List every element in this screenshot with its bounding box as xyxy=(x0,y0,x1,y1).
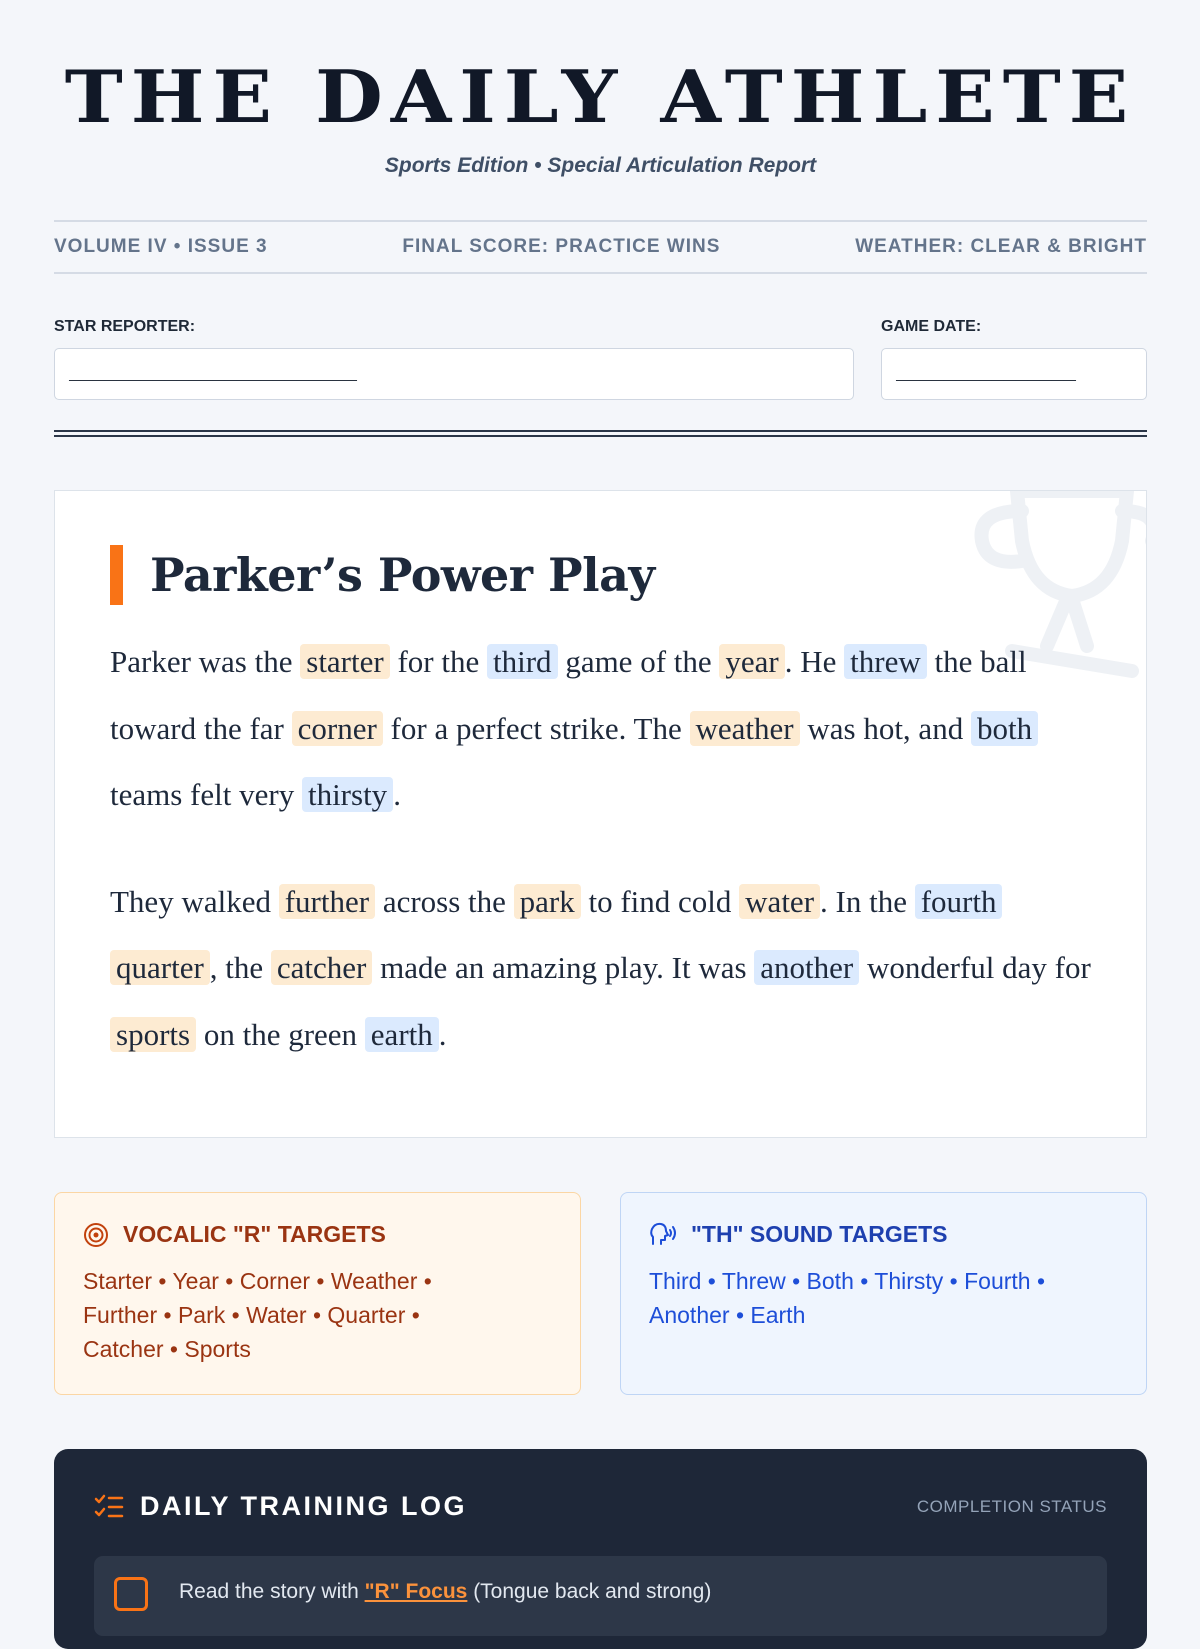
th-target-word: another xyxy=(754,950,859,985)
th-target-word: fourth xyxy=(915,884,1003,919)
r-target-word: quarter xyxy=(110,950,210,985)
story-body xyxy=(110,629,1100,1108)
speaking-head-icon xyxy=(649,1222,677,1248)
reporter-label: STAR REPORTER: xyxy=(54,318,196,335)
training-log-header xyxy=(94,1491,1107,1522)
r-target-word: year xyxy=(719,644,784,679)
game-date-label: GAME DATE: xyxy=(881,318,982,335)
weather-report: WEATHER: CLEAR & BRIGHT xyxy=(855,236,1147,257)
th-targets-title: "TH" SOUND TARGETS xyxy=(691,1221,948,1247)
game-date-input[interactable]: _______________ xyxy=(881,348,1147,400)
th-target-word: earth xyxy=(365,1017,439,1052)
th-targets-header xyxy=(649,1221,1118,1248)
story-text: , the xyxy=(209,950,271,985)
th-targets-card xyxy=(620,1192,1147,1395)
log-text-emphasis: "R" Focus xyxy=(364,1580,468,1603)
story-text: the ball toward the far xyxy=(110,644,1027,746)
story-text: for the xyxy=(389,644,487,679)
training-log-title-row xyxy=(94,1491,467,1522)
story-title: Parker’s Power Play xyxy=(150,548,655,602)
final-score: FINAL SCORE: PRACTICE WINS xyxy=(402,236,721,257)
story-text: . In the xyxy=(820,883,915,919)
newspaper-subtitle: Sports Edition • Special Articulation Report xyxy=(384,154,817,177)
r-target-word: further xyxy=(279,884,375,919)
r-target-words: Starter • Year • Corner • Weather • Further • Park • Water • Quarter • Catcher • Sports xyxy=(83,1268,432,1362)
story-paragraph-1 xyxy=(110,629,1100,829)
masthead xyxy=(54,0,1147,178)
story-text: across the xyxy=(375,883,514,919)
r-targets-card xyxy=(54,1192,581,1395)
story-card xyxy=(54,490,1147,1138)
story-text: . He xyxy=(784,644,845,679)
info-bar xyxy=(54,220,1147,274)
story-text: wonderful day for xyxy=(859,950,1091,985)
story-text: . xyxy=(393,777,401,812)
story-text: teams felt very xyxy=(110,777,302,812)
story-text: on the green xyxy=(196,1016,365,1052)
log-text-post: (Tongue back and strong) xyxy=(467,1580,712,1603)
newspaper-title: THE DAILY ATHLETE xyxy=(64,55,1137,140)
date-field-group xyxy=(881,318,1147,400)
training-log-item[interactable] xyxy=(94,1556,1107,1636)
title-accent-bar xyxy=(110,545,123,605)
th-target-words: Third • Threw • Both • Thirsty • Fourth • Another • Earth xyxy=(649,1268,1046,1328)
story-text: Parker was the xyxy=(110,644,301,679)
training-log xyxy=(54,1449,1147,1649)
volume-issue: VOLUME IV • ISSUE 3 xyxy=(54,236,268,257)
story-text: They walked xyxy=(110,883,279,919)
th-target-word: thirsty xyxy=(302,777,393,812)
double-divider xyxy=(54,430,1147,437)
story-text: to find cold xyxy=(580,883,740,919)
r-target-word: corner xyxy=(292,711,383,746)
r-target-word: park xyxy=(514,884,581,919)
story-title-row xyxy=(110,545,655,605)
log-text-pre: Read the story with xyxy=(179,1580,365,1603)
r-target-word: starter xyxy=(300,644,389,679)
training-log-item-text xyxy=(179,1580,711,1604)
r-target-word: weather xyxy=(690,711,800,746)
reporter-field-group xyxy=(54,318,854,400)
checklist-icon xyxy=(94,1494,124,1520)
story-text: for a perfect strike. The xyxy=(382,710,690,746)
r-target-word: water xyxy=(739,884,820,919)
completion-checkbox[interactable] xyxy=(114,1577,148,1611)
completion-status-label: COMPLETION STATUS xyxy=(916,1496,1107,1516)
th-target-word: threw xyxy=(844,644,927,679)
target-icon xyxy=(83,1222,109,1248)
r-targets-header xyxy=(83,1221,552,1248)
th-target-word: third xyxy=(487,644,558,679)
r-target-word: catcher xyxy=(271,950,372,985)
story-text: made an amazing play. It was xyxy=(372,950,755,985)
story-text: was hot, and xyxy=(799,710,971,746)
story-text: . xyxy=(438,1016,447,1052)
training-log-title: DAILY TRAINING LOG xyxy=(140,1491,468,1521)
story-paragraph-2 xyxy=(110,869,1100,1069)
page xyxy=(54,0,1147,1603)
reporter-input[interactable]: ________________________ xyxy=(54,348,854,400)
r-targets-title: VOCALIC "R" TARGETS xyxy=(123,1221,386,1247)
r-target-word: sports xyxy=(110,1017,196,1052)
story-text: game of the xyxy=(557,644,720,679)
th-target-word: both xyxy=(971,711,1038,746)
